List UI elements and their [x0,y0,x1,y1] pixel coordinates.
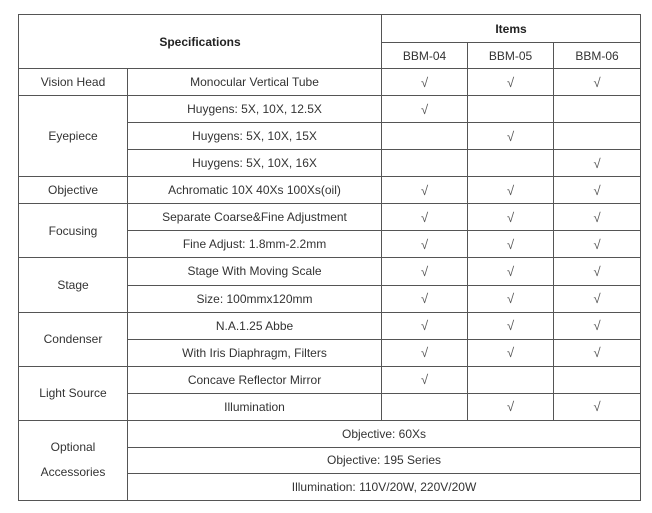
check-cell: √ [382,69,468,96]
table-row [19,177,641,204]
accessories-label-line1: Optional [50,440,96,455]
check-cell: √ [382,177,468,204]
check-cell: √ [382,366,468,393]
items-header: Items [382,15,641,43]
check-cell: √ [554,339,641,366]
check-cell: √ [468,231,554,258]
model-header-bbm-05: BBM-05 [468,43,554,69]
category-cell: Vision Head [19,69,128,96]
check-cell: √ [554,69,641,96]
spec-cell: Stage With Moving Scale [128,258,382,285]
check-cell: √ [468,339,554,366]
check-cell: √ [554,285,641,312]
check-cell: √ [554,150,641,177]
model-header-bbm-04: BBM-04 [382,43,468,69]
spec-cell: Huygens: 5X, 10X, 16X [128,150,382,177]
check-cell: √ [382,312,468,339]
accessory-cell: Objective: 195 Series [128,447,641,474]
check-cell [382,150,468,177]
check-cell: √ [382,258,468,285]
spec-cell: Monocular Vertical Tube [128,69,382,96]
check-cell: √ [382,285,468,312]
check-cell [382,123,468,150]
check-cell: √ [468,285,554,312]
spec-cell: N.A.1.25 Abbe [128,312,382,339]
table-row [19,204,641,231]
table-row [19,96,641,123]
accessories-label-line2: Accessories [40,465,106,480]
category-cell: Condenser [19,312,128,366]
spec-cell: With Iris Diaphragm, Filters [128,339,382,366]
table-row [19,366,641,393]
check-cell: √ [468,312,554,339]
spec-cell: Fine Adjust: 1.8mm-2.2mm [128,231,382,258]
spec-cell: Huygens: 5X, 10X, 12.5X [128,96,382,123]
spec-cell: Achromatic 10X 40Xs 100Xs(oil) [128,177,382,204]
check-cell: √ [468,177,554,204]
spec-cell: Size: 100mmx120mm [128,285,382,312]
check-cell [468,366,554,393]
header-row [19,15,641,43]
check-cell: √ [468,204,554,231]
check-cell: √ [382,96,468,123]
spec-cell: Illumination [128,393,382,420]
model-header-bbm-06: BBM-06 [554,43,641,69]
check-cell: √ [468,258,554,285]
check-cell [468,150,554,177]
check-cell [382,393,468,420]
check-cell [554,123,641,150]
check-cell: √ [382,204,468,231]
specifications-header: Specifications [19,15,382,69]
check-cell [554,366,641,393]
check-cell: √ [554,393,641,420]
check-cell: √ [554,231,641,258]
specifications-table [18,14,641,501]
accessory-cell: Illumination: 110V/20W, 220V/20W [128,474,641,501]
category-cell: Eyepiece [19,96,128,177]
accessory-row [19,420,641,447]
check-cell: √ [554,204,641,231]
check-cell: √ [382,231,468,258]
spec-cell: Separate Coarse&Fine Adjustment [128,204,382,231]
table-row [19,312,641,339]
category-cell: Stage [19,258,128,312]
spec-cell: Concave Reflector Mirror [128,366,382,393]
check-cell: √ [554,312,641,339]
check-cell [554,96,641,123]
check-cell: √ [554,177,641,204]
accessories-category-cell [19,420,128,500]
check-cell: √ [468,123,554,150]
check-cell: √ [554,258,641,285]
table-row [19,258,641,285]
check-cell: √ [468,393,554,420]
spec-cell: Huygens: 5X, 10X, 15X [128,123,382,150]
accessory-cell: Objective: 60Xs [128,420,641,447]
category-cell: Objective [19,177,128,204]
table-row [19,69,641,96]
check-cell: √ [468,69,554,96]
category-cell: Focusing [19,204,128,258]
check-cell: √ [382,339,468,366]
check-cell [468,96,554,123]
category-cell: Light Source [19,366,128,420]
